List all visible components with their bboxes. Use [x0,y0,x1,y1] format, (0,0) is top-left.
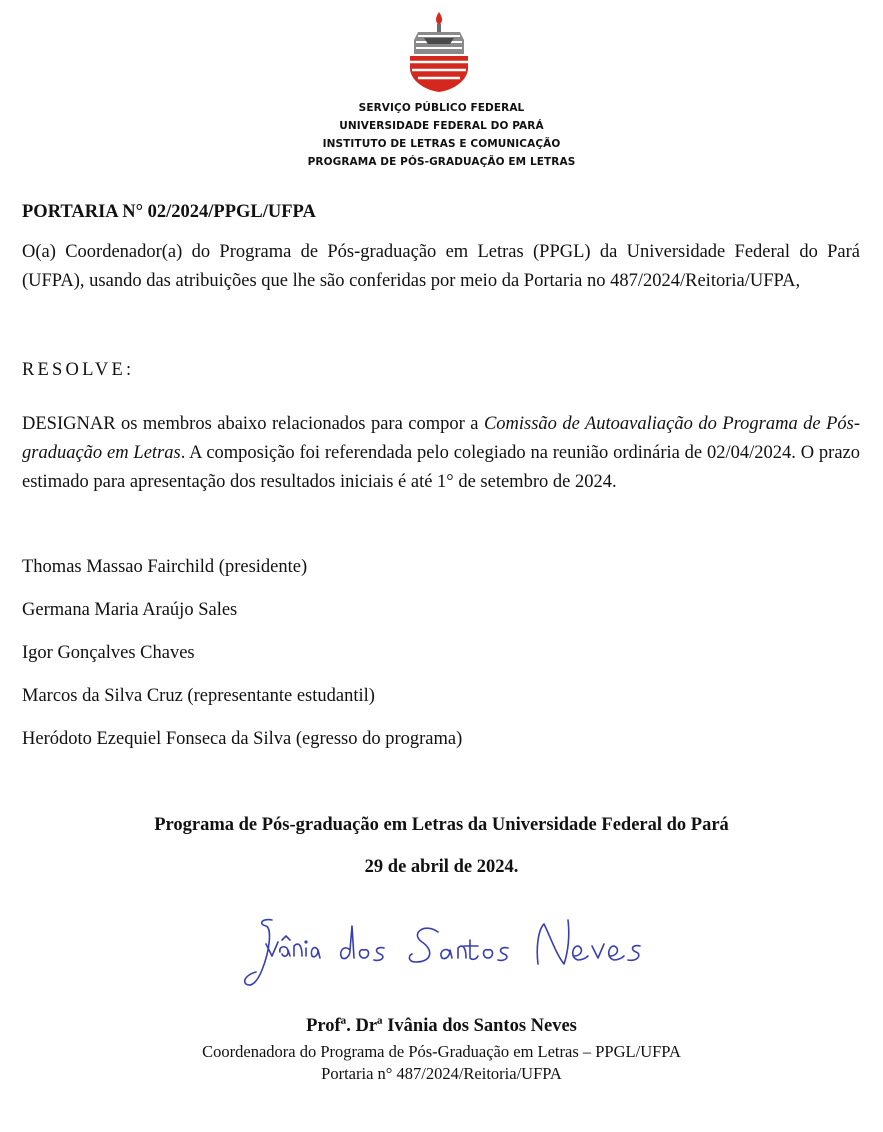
member-item: Igor Gonçalves Chaves [22,643,195,663]
handwritten-signature [232,900,652,1000]
intro-paragraph: O(a) Coordenador(a) do Programa de Pós-graduação em Letras (PPGL) da Universidade Federal do Pará (UFPA), usando das atribuições que lhe são conferidas por meio da Portaria no 487/2024/Reitoria/UFPA, [22,242,860,291]
commission-name: Comissão de Autoavaliação do Programa de Pós-graduação em Letras [22,414,860,463]
header-line-university: UNIVERSIDADE FEDERAL DO PARÁ [339,120,544,132]
designation-prefix: DESIGNAR os membros abaixo relacionados para compor a [22,414,484,434]
header-line-program: PROGRAMA DE PÓS-GRADUAÇÃO EM LETRAS [307,156,576,168]
header-line-service: SERVIÇO PÚBLICO FEDERAL [358,102,525,114]
resolve-heading: RESOLVE: [22,360,135,380]
member-item: Heródoto Ezequiel Fonseca da Silva (egresso do programa) [22,729,463,749]
member-item: Germana Maria Araújo Sales [22,600,238,620]
signatory-appointment: Portaria n° 487/2024/Reitoria/UFPA [321,1064,562,1083]
signatory-name: Profª. Drª Ivânia dos Santos Neves [306,1016,577,1036]
header-line-institute: INSTITUTO DE LETRAS E COMUNICAÇÃO [322,138,561,150]
designation-suffix: . A composição foi referendada pelo colegiado na reunião ordinária de 02/04/2024. O prazo estimado para apresentação dos resultados iniciais é até 1° de setembro de 2024. [22,443,860,492]
document-title: PORTARIA N° 02/2024/PPGL/UFPA [22,202,316,222]
closing-date: 29 de abril de 2024. [364,857,519,877]
ufpa-crest-icon [404,10,474,94]
closing-institution: Programa de Pós-graduação em Letras da Universidade Federal do Pará [154,815,729,835]
member-item: Marcos da Silva Cruz (representante estudantil) [22,686,375,706]
signatory-role: Coordenadora do Programa de Pós-Graduação em Letras – PPGL/UFPA [202,1042,681,1061]
designation-paragraph [22,410,860,497]
member-item: Thomas Massao Fairchild (presidente) [22,557,308,577]
